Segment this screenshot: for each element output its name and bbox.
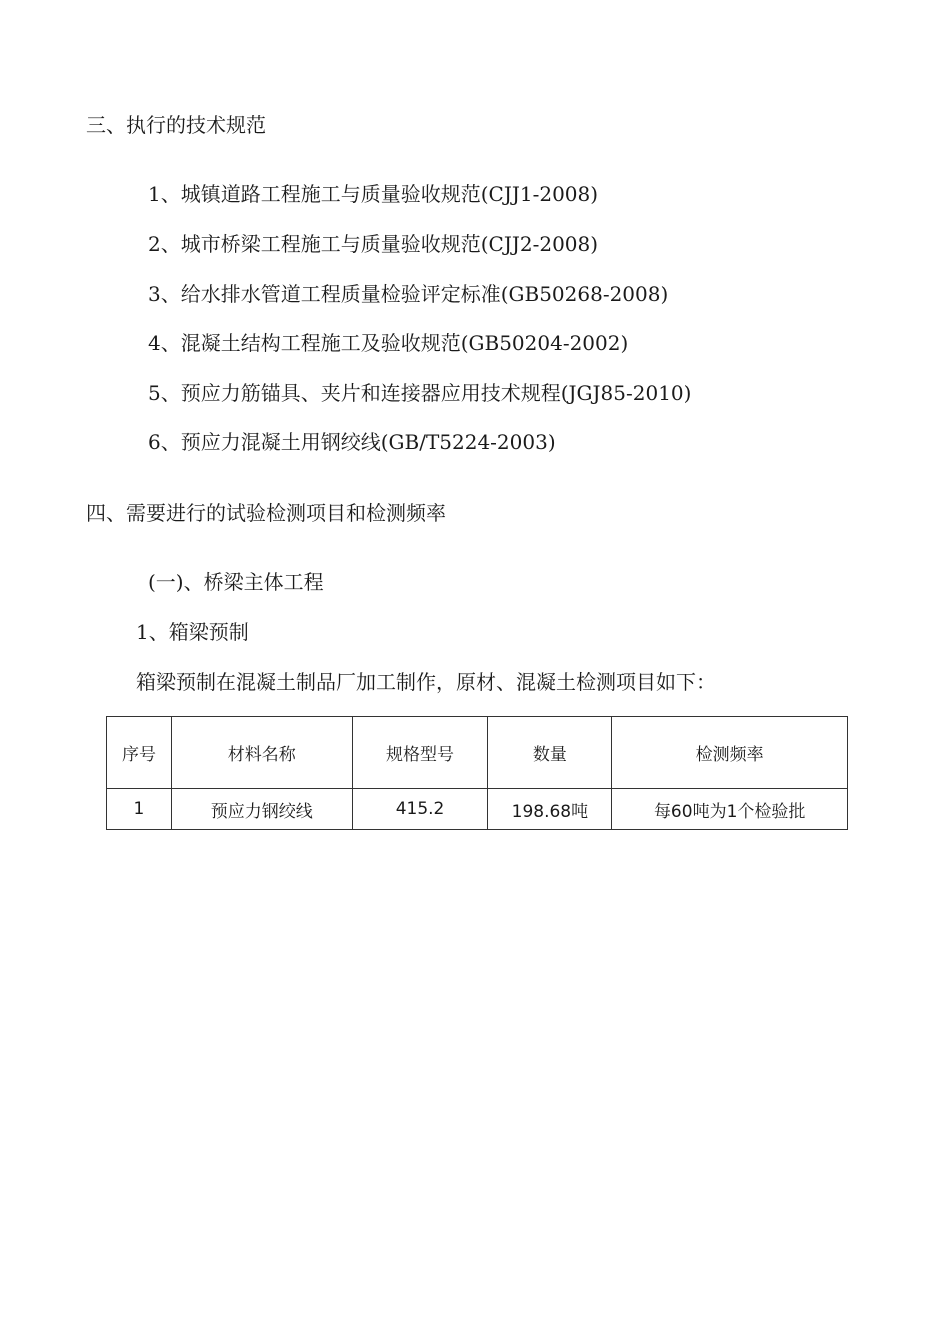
table-header-row [107,717,848,789]
header-quantity: 数量 [488,717,612,789]
section-4-heading: 四、需要进行的试验检测项目和检测频率 [86,501,446,525]
header-frequency: 检测频率 [612,717,848,789]
cell-spec: 415.2 [352,789,488,830]
table-row [107,789,848,830]
intro-paragraph: 箱梁预制在混凝土制品厂加工制作，原材、混凝土检测项目如下： [136,670,716,694]
spec-item-6: 6、预应力混凝土用钢绞线(GB/T5224-2003) [148,430,556,454]
spec-item-1: 1、城镇道路工程施工与质量验收规范(CJJ1-2008) [148,182,599,206]
cell-quantity: 198.68吨 [488,789,612,830]
cell-seq: 1 [107,789,172,830]
spec-item-2: 2、城市桥梁工程施工与质量验收规范(CJJ2-2008) [148,232,599,256]
subsection-heading: (一)、桥梁主体工程 [148,570,324,594]
spec-item-3: 3、给水排水管道工程质量检验评定标准(GB50268-2008) [148,282,669,306]
header-seq: 序号 [107,717,172,789]
header-material: 材料名称 [171,717,352,789]
header-spec: 规格型号 [352,717,488,789]
spec-item-4: 4、混凝土结构工程施工及验收规范(GB50204-2002) [148,331,629,355]
subitem-heading: 1、箱梁预制 [136,620,249,644]
cell-frequency: 每60吨为1个检验批 [612,789,848,830]
inspection-table [106,716,848,830]
cell-material: 预应力钢绞线 [171,789,352,830]
section-3-heading: 三、执行的技术规范 [86,113,266,137]
spec-item-5: 5、预应力筋锚具、夹片和连接器应用技术规程(JGJ85-2010) [148,381,692,405]
